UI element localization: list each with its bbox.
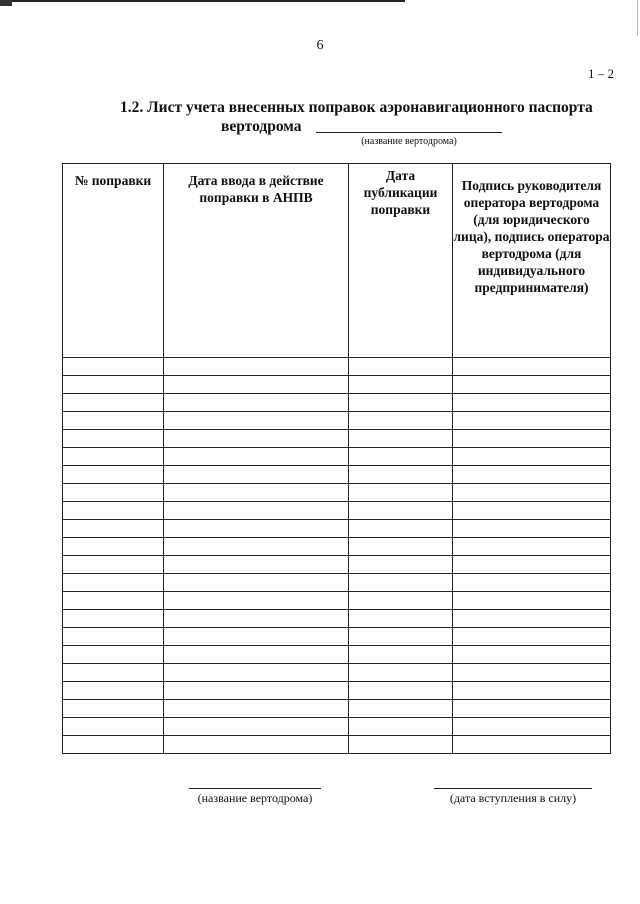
table-cell xyxy=(349,646,453,664)
table-cell xyxy=(453,376,611,394)
table-row xyxy=(63,718,611,736)
table-cell xyxy=(453,502,611,520)
table-cell xyxy=(63,646,164,664)
table-cell xyxy=(63,664,164,682)
table-cell xyxy=(349,736,453,754)
table-cell xyxy=(349,718,453,736)
table-cell xyxy=(63,574,164,592)
document-title-line2: вертодрома xyxy=(221,118,302,135)
table-cell xyxy=(453,520,611,538)
table-cell xyxy=(164,736,349,754)
table-row xyxy=(63,610,611,628)
table-cell xyxy=(164,448,349,466)
table-row xyxy=(63,484,611,502)
table-cell xyxy=(63,610,164,628)
table-cell xyxy=(453,610,611,628)
table-cell xyxy=(453,394,611,412)
table-cell xyxy=(453,682,611,700)
table-row xyxy=(63,574,611,592)
table-header-row xyxy=(63,164,611,358)
table-cell xyxy=(349,556,453,574)
table-row xyxy=(63,700,611,718)
table-cell xyxy=(453,412,611,430)
table-cell xyxy=(349,430,453,448)
table-cell xyxy=(453,358,611,376)
table-cell xyxy=(453,592,611,610)
table-row xyxy=(63,628,611,646)
table-row xyxy=(63,412,611,430)
table-cell xyxy=(164,592,349,610)
table-cell xyxy=(164,718,349,736)
table-cell xyxy=(164,682,349,700)
table-cell xyxy=(453,574,611,592)
table-cell xyxy=(63,430,164,448)
table-cell xyxy=(63,376,164,394)
table-cell xyxy=(63,520,164,538)
table-cell xyxy=(63,358,164,376)
table-cell xyxy=(349,592,453,610)
table-cell xyxy=(63,412,164,430)
heliport-name-caption: (название вертодрома) xyxy=(361,136,457,147)
table-cell xyxy=(164,376,349,394)
scan-corner-mark xyxy=(0,0,12,6)
scan-edge-mark xyxy=(0,0,405,2)
table-cell xyxy=(349,628,453,646)
table-cell xyxy=(63,718,164,736)
table-row xyxy=(63,592,611,610)
table-cell xyxy=(453,628,611,646)
table-cell xyxy=(164,538,349,556)
footer-left-blank xyxy=(189,788,321,789)
table-cell xyxy=(349,682,453,700)
table-cell xyxy=(349,502,453,520)
header-publication-date: Дата публикации поправки xyxy=(349,164,453,358)
table-row xyxy=(63,502,611,520)
table-cell xyxy=(63,538,164,556)
table-cell xyxy=(63,592,164,610)
table-row xyxy=(63,430,611,448)
table-cell xyxy=(453,538,611,556)
table-row xyxy=(63,394,611,412)
table-cell xyxy=(453,718,611,736)
header-effective-date: Дата ввода в действие поправки в АНПВ xyxy=(164,164,349,358)
table-row xyxy=(63,538,611,556)
table-cell xyxy=(349,610,453,628)
table-cell xyxy=(63,394,164,412)
table-cell xyxy=(349,484,453,502)
table-cell xyxy=(349,358,453,376)
table-cell xyxy=(349,664,453,682)
table-row xyxy=(63,556,611,574)
scan-side-mark xyxy=(637,0,638,36)
table-cell xyxy=(164,502,349,520)
table-cell xyxy=(453,484,611,502)
table-row xyxy=(63,646,611,664)
sheet-code: 1 – 2 xyxy=(588,66,614,81)
table-cell xyxy=(453,448,611,466)
table-row xyxy=(63,466,611,484)
table-cell xyxy=(453,646,611,664)
table-cell xyxy=(164,466,349,484)
table-row xyxy=(63,376,611,394)
table-cell xyxy=(164,556,349,574)
table-cell xyxy=(453,700,611,718)
table-cell xyxy=(453,430,611,448)
table-cell xyxy=(164,628,349,646)
table-cell xyxy=(63,682,164,700)
table-cell xyxy=(453,736,611,754)
table-cell xyxy=(164,412,349,430)
table-cell xyxy=(164,664,349,682)
table-cell xyxy=(349,520,453,538)
footer-right-blank xyxy=(434,788,592,789)
table-cell xyxy=(164,610,349,628)
table-row xyxy=(63,358,611,376)
table-cell xyxy=(349,376,453,394)
table-cell xyxy=(453,466,611,484)
table-cell xyxy=(164,520,349,538)
table-cell xyxy=(63,502,164,520)
table-cell xyxy=(164,484,349,502)
table-cell xyxy=(164,430,349,448)
table-row xyxy=(63,520,611,538)
table-cell xyxy=(164,700,349,718)
table-cell xyxy=(349,412,453,430)
table-cell xyxy=(63,736,164,754)
table-row xyxy=(63,664,611,682)
table-cell xyxy=(164,574,349,592)
heliport-name-blank xyxy=(316,132,502,133)
table-cell xyxy=(453,556,611,574)
table-cell xyxy=(63,448,164,466)
table-cell xyxy=(63,700,164,718)
table-row xyxy=(63,682,611,700)
table-cell xyxy=(164,646,349,664)
header-amendment-number: № поправки xyxy=(63,164,164,358)
footer-right-caption: (дата вступления в силу) xyxy=(449,791,577,805)
table-cell xyxy=(349,700,453,718)
table-cell xyxy=(349,448,453,466)
table-cell xyxy=(349,466,453,484)
table-cell xyxy=(63,556,164,574)
amendments-log-table xyxy=(62,163,611,754)
header-signature: Подпись руководителя оператора вертодрома (для юридического лица), подпись оператора вертодрома (для индивидуального предпринимателя) xyxy=(453,164,611,358)
table-cell xyxy=(164,394,349,412)
page-number: 6 xyxy=(316,38,324,53)
table-cell xyxy=(63,466,164,484)
table-cell xyxy=(63,484,164,502)
table-row xyxy=(63,736,611,754)
document-title: 1.2. Лист учета внесенных поправок аэронавигационного паспорта xyxy=(120,99,593,116)
table-cell xyxy=(349,574,453,592)
table-cell xyxy=(349,538,453,556)
table-cell xyxy=(63,628,164,646)
table-row xyxy=(63,448,611,466)
table-cell xyxy=(349,394,453,412)
table-body xyxy=(63,358,611,754)
table-cell xyxy=(453,664,611,682)
footer-left-caption: (название вертодрома) xyxy=(197,791,313,805)
table-cell xyxy=(164,358,349,376)
